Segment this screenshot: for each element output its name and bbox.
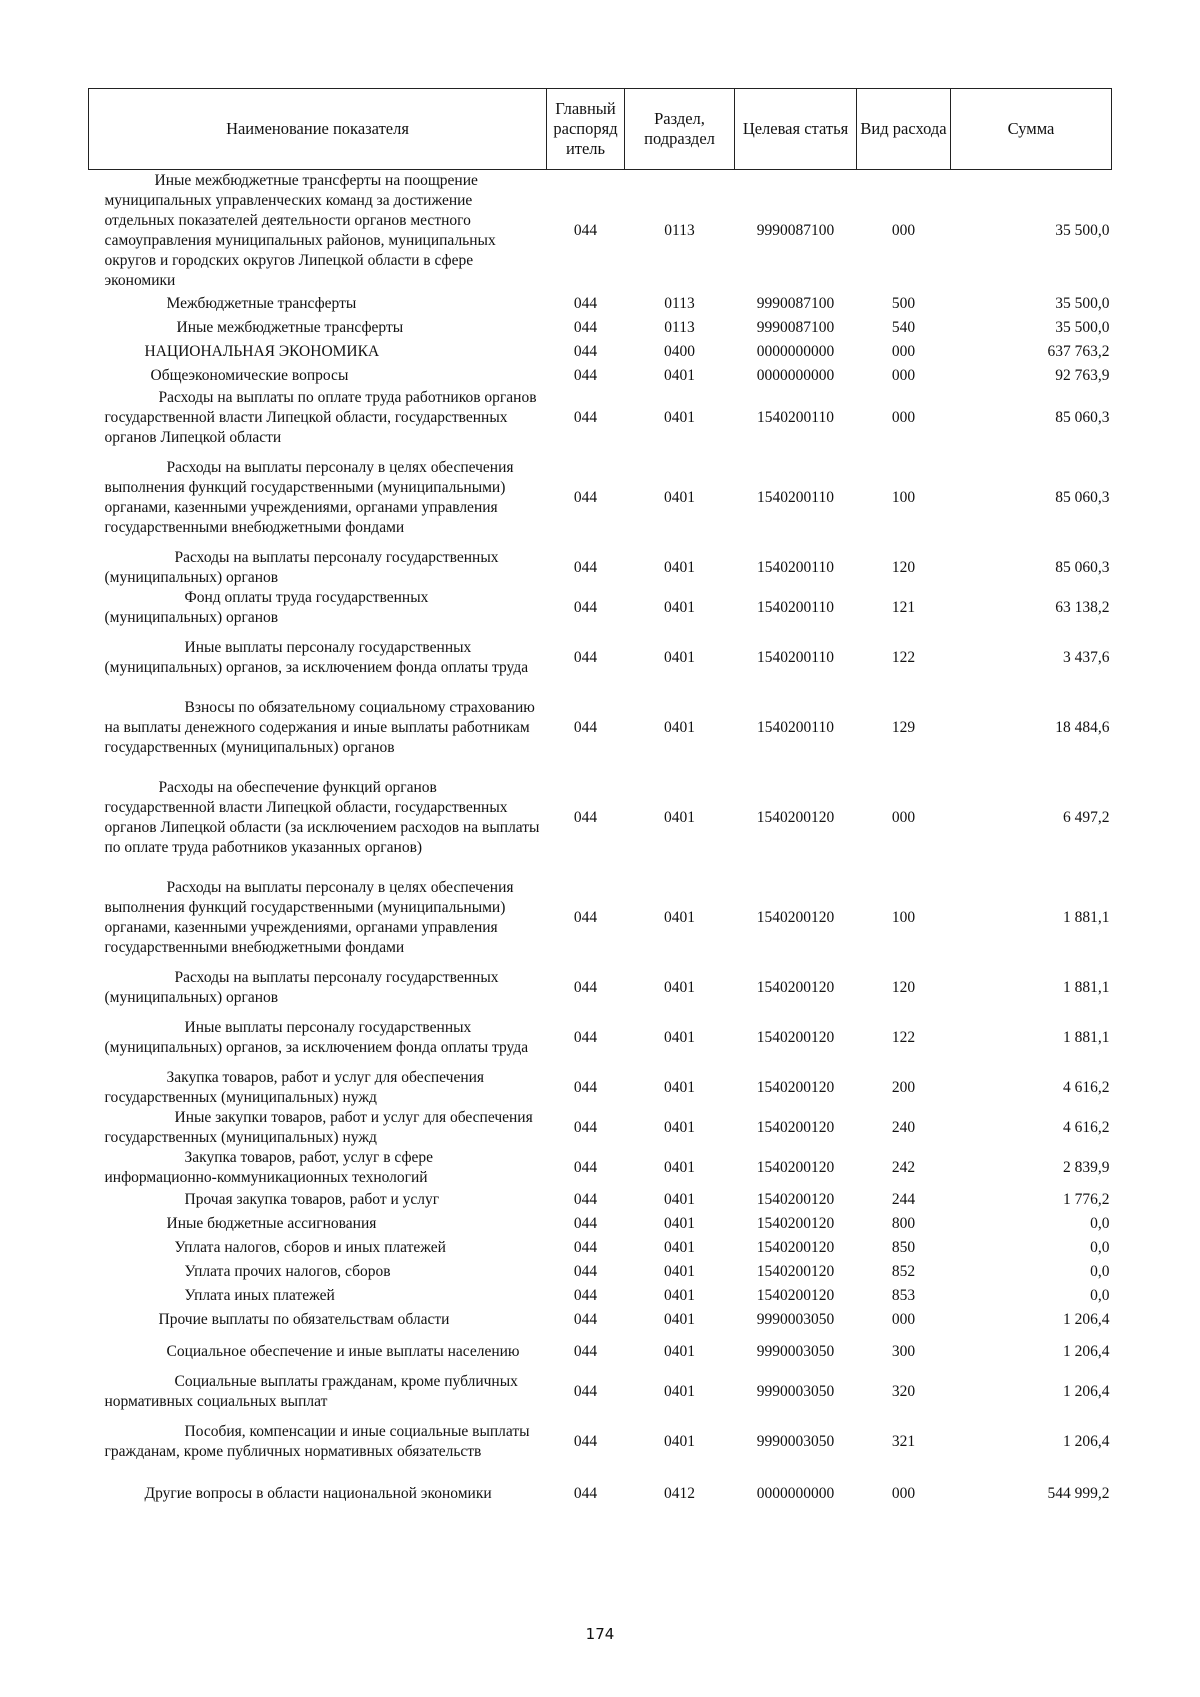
row-manager: 044 bbox=[573, 294, 598, 312]
row-sum: 1 206,4 bbox=[1063, 1310, 1110, 1328]
row-section: 0401 bbox=[664, 1214, 695, 1232]
table-row bbox=[89, 1188, 1112, 1212]
row-article: 9990087100 bbox=[756, 318, 835, 336]
row-section: 0401 bbox=[664, 1262, 695, 1280]
row-section: 0401 bbox=[664, 1238, 695, 1256]
row-manager: 044 bbox=[573, 488, 598, 506]
row-kind: 242 bbox=[891, 1158, 916, 1176]
header-sum: Сумма bbox=[951, 89, 1112, 170]
row-article: 1540200110 bbox=[757, 408, 834, 426]
row-name: Уплата иных платежей bbox=[184, 1286, 335, 1304]
row-manager: 044 bbox=[573, 648, 598, 666]
row-manager: 044 bbox=[573, 1158, 598, 1176]
row-name: Иные закупки товаров, работ и услуг для обеспечения государственных (муниципальных) нужд bbox=[104, 1108, 533, 1146]
row-kind: 244 bbox=[891, 1190, 916, 1208]
row-manager: 044 bbox=[573, 1484, 598, 1502]
row-sum: 18 484,6 bbox=[1055, 718, 1110, 736]
row-kind: 800 bbox=[891, 1214, 916, 1232]
row-sum: 1 881,1 bbox=[1063, 978, 1110, 996]
table-body bbox=[89, 170, 1112, 1516]
row-kind: 200 bbox=[891, 1078, 916, 1096]
row-article: 9990087100 bbox=[756, 221, 835, 239]
row-manager: 044 bbox=[573, 808, 598, 826]
row-kind: 122 bbox=[891, 648, 916, 666]
row-sum: 85 060,3 bbox=[1055, 488, 1110, 506]
row-manager: 044 bbox=[573, 1238, 598, 1256]
row-article: 1540200120 bbox=[756, 1214, 835, 1232]
table-row bbox=[89, 1212, 1112, 1236]
row-section: 0400 bbox=[664, 342, 695, 360]
row-section: 0113 bbox=[664, 294, 695, 312]
row-name: Закупка товаров, работ и услуг для обеспечения государственных (муниципальных) нужд bbox=[104, 1068, 485, 1106]
row-name: Иные бюджетные ассигнования bbox=[166, 1214, 377, 1232]
row-sum: 63 138,2 bbox=[1055, 598, 1110, 616]
row-name: Расходы на выплаты персоналу государственных (муниципальных) органов bbox=[104, 548, 499, 586]
row-sum: 35 500,0 bbox=[1055, 318, 1110, 336]
row-kind: 100 bbox=[891, 908, 916, 926]
row-manager: 044 bbox=[573, 1342, 598, 1360]
row-kind: 120 bbox=[891, 558, 916, 576]
table-row bbox=[89, 1472, 1112, 1516]
table-row bbox=[89, 1308, 1112, 1332]
row-manager: 044 bbox=[573, 1382, 598, 1400]
row-sum: 637 763,2 bbox=[1047, 342, 1110, 360]
row-section: 0401 bbox=[664, 488, 695, 506]
row-article: 1540200120 bbox=[756, 808, 835, 826]
row-kind: 000 bbox=[891, 342, 916, 360]
row-sum: 35 500,0 bbox=[1055, 221, 1110, 239]
row-name: Другие вопросы в области национальной экономики bbox=[144, 1484, 492, 1502]
row-sum: 85 060,3 bbox=[1055, 558, 1110, 576]
row-name: Закупка товаров, работ, услуг в сфере информационно-коммуникационных технологий bbox=[104, 1148, 434, 1186]
row-section: 0401 bbox=[664, 808, 695, 826]
row-kind: 240 bbox=[891, 1118, 916, 1136]
row-kind: 000 bbox=[891, 1484, 916, 1502]
row-name: Иные межбюджетные трансферты bbox=[176, 318, 404, 336]
row-kind: 000 bbox=[891, 1310, 916, 1328]
row-manager: 044 bbox=[573, 342, 598, 360]
row-section: 0113 bbox=[664, 221, 695, 239]
row-section: 0401 bbox=[664, 908, 695, 926]
row-article: 1540200120 bbox=[756, 1158, 835, 1176]
page-number: 174 bbox=[585, 1625, 615, 1643]
row-manager: 044 bbox=[573, 1310, 598, 1328]
row-article: 1540200120 bbox=[756, 1262, 835, 1280]
row-sum: 1 881,1 bbox=[1063, 1028, 1110, 1046]
table-row bbox=[89, 1148, 1112, 1188]
table-row bbox=[89, 340, 1112, 364]
row-section: 0401 bbox=[664, 1310, 695, 1328]
row-manager: 044 bbox=[573, 1262, 598, 1280]
row-article: 0000000000 bbox=[756, 342, 835, 360]
row-sum: 1 206,4 bbox=[1063, 1342, 1110, 1360]
table-row bbox=[89, 448, 1112, 548]
table-header bbox=[89, 89, 1112, 170]
table-row bbox=[89, 548, 1112, 588]
header-section: Раздел, подраздел bbox=[625, 89, 735, 170]
header-name: Наименование показателя bbox=[89, 89, 547, 170]
row-section: 0401 bbox=[664, 558, 695, 576]
table-row bbox=[89, 316, 1112, 340]
row-manager: 044 bbox=[573, 1286, 598, 1304]
table-row bbox=[89, 170, 1112, 292]
row-sum: 0,0 bbox=[1090, 1262, 1110, 1280]
row-article: 0000000000 bbox=[756, 366, 835, 384]
row-name: Прочие выплаты по обязательствам области bbox=[158, 1310, 450, 1328]
table-row bbox=[89, 292, 1112, 316]
row-article: 1540200120 bbox=[756, 1078, 835, 1096]
table-row bbox=[89, 1260, 1112, 1284]
table-row bbox=[89, 688, 1112, 768]
row-section: 0401 bbox=[664, 598, 695, 616]
table-row bbox=[89, 1068, 1112, 1108]
row-name: Уплата налогов, сборов и иных платежей bbox=[174, 1238, 446, 1256]
row-manager: 044 bbox=[573, 718, 598, 736]
table-row bbox=[89, 1372, 1112, 1412]
row-kind: 850 bbox=[891, 1238, 916, 1256]
row-kind: 000 bbox=[891, 366, 916, 384]
row-sum: 4 616,2 bbox=[1063, 1118, 1110, 1136]
row-kind: 540 bbox=[891, 318, 916, 336]
row-manager: 044 bbox=[573, 1432, 598, 1450]
row-name: Расходы на выплаты персоналу государственных (муниципальных) органов bbox=[104, 968, 499, 1006]
row-kind: 320 bbox=[891, 1382, 916, 1400]
row-article: 1540200110 bbox=[757, 718, 834, 736]
row-article: 1540200120 bbox=[756, 1190, 835, 1208]
row-manager: 044 bbox=[573, 318, 598, 336]
table-row bbox=[89, 1284, 1112, 1308]
table-row bbox=[89, 1236, 1112, 1260]
table-row bbox=[89, 868, 1112, 968]
table-row bbox=[89, 1412, 1112, 1472]
row-section: 0412 bbox=[664, 1484, 695, 1502]
row-kind: 321 bbox=[891, 1432, 916, 1450]
row-article: 9990003050 bbox=[756, 1432, 835, 1450]
table-row bbox=[89, 364, 1112, 388]
row-kind: 100 bbox=[891, 488, 916, 506]
row-name: Социальное обеспечение и иные выплаты населению bbox=[166, 1342, 520, 1360]
header-manager: Главный распоряд итель bbox=[547, 89, 625, 170]
row-section: 0401 bbox=[664, 1158, 695, 1176]
row-sum: 35 500,0 bbox=[1055, 294, 1110, 312]
table-row bbox=[89, 1332, 1112, 1372]
row-name: Межбюджетные трансферты bbox=[166, 294, 357, 312]
row-section: 0401 bbox=[664, 718, 695, 736]
row-kind: 300 bbox=[891, 1342, 916, 1360]
row-sum: 2 839,9 bbox=[1063, 1158, 1110, 1176]
row-manager: 044 bbox=[573, 978, 598, 996]
row-article: 1540200120 bbox=[756, 1238, 835, 1256]
row-kind: 000 bbox=[891, 408, 916, 426]
row-section: 0401 bbox=[664, 1190, 695, 1208]
row-name: Пособия, компенсации и иные социальные выплаты гражданам, кроме публичных нормативных обязательств bbox=[104, 1422, 530, 1460]
row-sum: 1 206,4 bbox=[1063, 1432, 1110, 1450]
table-row bbox=[89, 1108, 1112, 1148]
row-article: 9990003050 bbox=[756, 1342, 835, 1360]
row-article: 9990087100 bbox=[756, 294, 835, 312]
row-kind: 121 bbox=[891, 598, 916, 616]
row-article: 0000000000 bbox=[756, 1484, 835, 1502]
row-name: Общеэкономические вопросы bbox=[150, 366, 349, 384]
row-name: Прочая закупка товаров, работ и услуг bbox=[184, 1190, 440, 1208]
row-sum: 0,0 bbox=[1090, 1238, 1110, 1256]
row-section: 0401 bbox=[664, 1286, 695, 1304]
row-name: Фонд оплаты труда государственных (муниципальных) органов bbox=[104, 588, 429, 626]
row-article: 1540200110 bbox=[757, 558, 834, 576]
table-row bbox=[89, 768, 1112, 868]
row-article: 9990003050 bbox=[756, 1382, 835, 1400]
row-kind: 129 bbox=[891, 718, 916, 736]
row-manager: 044 bbox=[573, 1214, 598, 1232]
row-article: 1540200120 bbox=[756, 1118, 835, 1136]
table-row bbox=[89, 628, 1112, 688]
row-manager: 044 bbox=[573, 1118, 598, 1136]
row-manager: 044 bbox=[573, 408, 598, 426]
row-name: Иные межбюджетные трансферты на поощрение муниципальных управленческих команд за достижение отдельных показателей деятельности органов местного самоуправления муниципальных районов, муниципальных округов и городских округов Липецкой области в сфере экономики bbox=[104, 171, 496, 289]
row-section: 0401 bbox=[664, 1078, 695, 1096]
row-manager: 044 bbox=[573, 1190, 598, 1208]
row-name: Расходы на выплаты по оплате труда работников органов государственной власти Липецкой области, государственных органов Липецкой области bbox=[104, 388, 537, 446]
row-kind: 120 bbox=[891, 978, 916, 996]
row-name: Взносы по обязательному социальному страхованию на выплаты денежного содержания и иные выплаты работникам государственных (муниципальных) органов bbox=[104, 698, 535, 756]
row-sum: 0,0 bbox=[1090, 1214, 1110, 1232]
row-section: 0401 bbox=[664, 1342, 695, 1360]
row-manager: 044 bbox=[573, 1078, 598, 1096]
row-name: НАЦИОНАЛЬНАЯ ЭКОНОМИКА bbox=[144, 342, 380, 360]
row-name: Иные выплаты персоналу государственных (муниципальных) органов, за исключением фонда оплаты труда bbox=[104, 1018, 529, 1056]
row-section: 0401 bbox=[664, 408, 695, 426]
row-kind: 853 bbox=[891, 1286, 916, 1304]
row-sum: 544 999,2 bbox=[1047, 1484, 1110, 1502]
row-section: 0401 bbox=[664, 1118, 695, 1136]
row-section: 0401 bbox=[664, 978, 695, 996]
row-article: 1540200120 bbox=[756, 1028, 835, 1046]
row-sum: 1 206,4 bbox=[1063, 1382, 1110, 1400]
table-row bbox=[89, 968, 1112, 1008]
header-kind: Вид расхода bbox=[857, 89, 951, 170]
row-name: Уплата прочих налогов, сборов bbox=[184, 1262, 391, 1280]
row-manager: 044 bbox=[573, 1028, 598, 1046]
row-sum: 3 437,6 bbox=[1063, 648, 1110, 666]
row-kind: 500 bbox=[891, 294, 916, 312]
row-name: Иные выплаты персоналу государственных (муниципальных) органов, за исключением фонда оплаты труда bbox=[104, 638, 529, 676]
row-article: 1540200120 bbox=[756, 1286, 835, 1304]
row-sum: 0,0 bbox=[1090, 1286, 1110, 1304]
row-manager: 044 bbox=[573, 598, 598, 616]
row-section: 0401 bbox=[664, 1028, 695, 1046]
row-section: 0401 bbox=[664, 648, 695, 666]
row-article: 9990003050 bbox=[756, 1310, 835, 1328]
row-kind: 000 bbox=[891, 808, 916, 826]
table-row bbox=[89, 1008, 1112, 1068]
row-manager: 044 bbox=[573, 908, 598, 926]
row-kind: 852 bbox=[891, 1262, 916, 1280]
row-section: 0401 bbox=[664, 1382, 695, 1400]
row-article: 1540200120 bbox=[756, 978, 835, 996]
row-name: Расходы на выплаты персоналу в целях обеспечения выполнения функций государственными (муниципальными) органами, казенными учреждениями, органами управления государственными внебюджетными фондами bbox=[104, 458, 514, 536]
row-manager: 044 bbox=[573, 366, 598, 384]
row-sum: 6 497,2 bbox=[1063, 808, 1110, 826]
row-manager: 044 bbox=[573, 558, 598, 576]
row-section: 0401 bbox=[664, 1432, 695, 1450]
row-section: 0113 bbox=[664, 318, 695, 336]
budget-table bbox=[88, 88, 1112, 1516]
row-sum: 85 060,3 bbox=[1055, 408, 1110, 426]
row-sum: 4 616,2 bbox=[1063, 1078, 1110, 1096]
row-name: Расходы на обеспечение функций органов государственной власти Липецкой области, государственных органов Липецкой области (за исключением расходов на выплаты по оплате труда работников указанных органов) bbox=[104, 778, 540, 856]
row-article: 1540200110 bbox=[757, 648, 834, 666]
row-kind: 000 bbox=[891, 221, 916, 239]
row-sum: 1 776,2 bbox=[1063, 1190, 1110, 1208]
row-sum: 92 763,9 bbox=[1055, 366, 1110, 384]
table-row bbox=[89, 588, 1112, 628]
row-manager: 044 bbox=[573, 221, 598, 239]
row-section: 0401 bbox=[664, 366, 695, 384]
row-name: Социальные выплаты гражданам, кроме публичных нормативных социальных выплат bbox=[104, 1372, 518, 1410]
row-kind: 122 bbox=[891, 1028, 916, 1046]
row-article: 1540200110 bbox=[757, 598, 834, 616]
row-sum: 1 881,1 bbox=[1063, 908, 1110, 926]
row-article: 1540200110 bbox=[757, 488, 834, 506]
header-article: Целевая статья bbox=[735, 89, 857, 170]
table-row bbox=[89, 388, 1112, 448]
row-article: 1540200120 bbox=[756, 908, 835, 926]
row-name: Расходы на выплаты персоналу в целях обеспечения выполнения функций государственными (муниципальными) органами, казенными учреждениями, органами управления государственными внебюджетными фондами bbox=[104, 878, 514, 956]
